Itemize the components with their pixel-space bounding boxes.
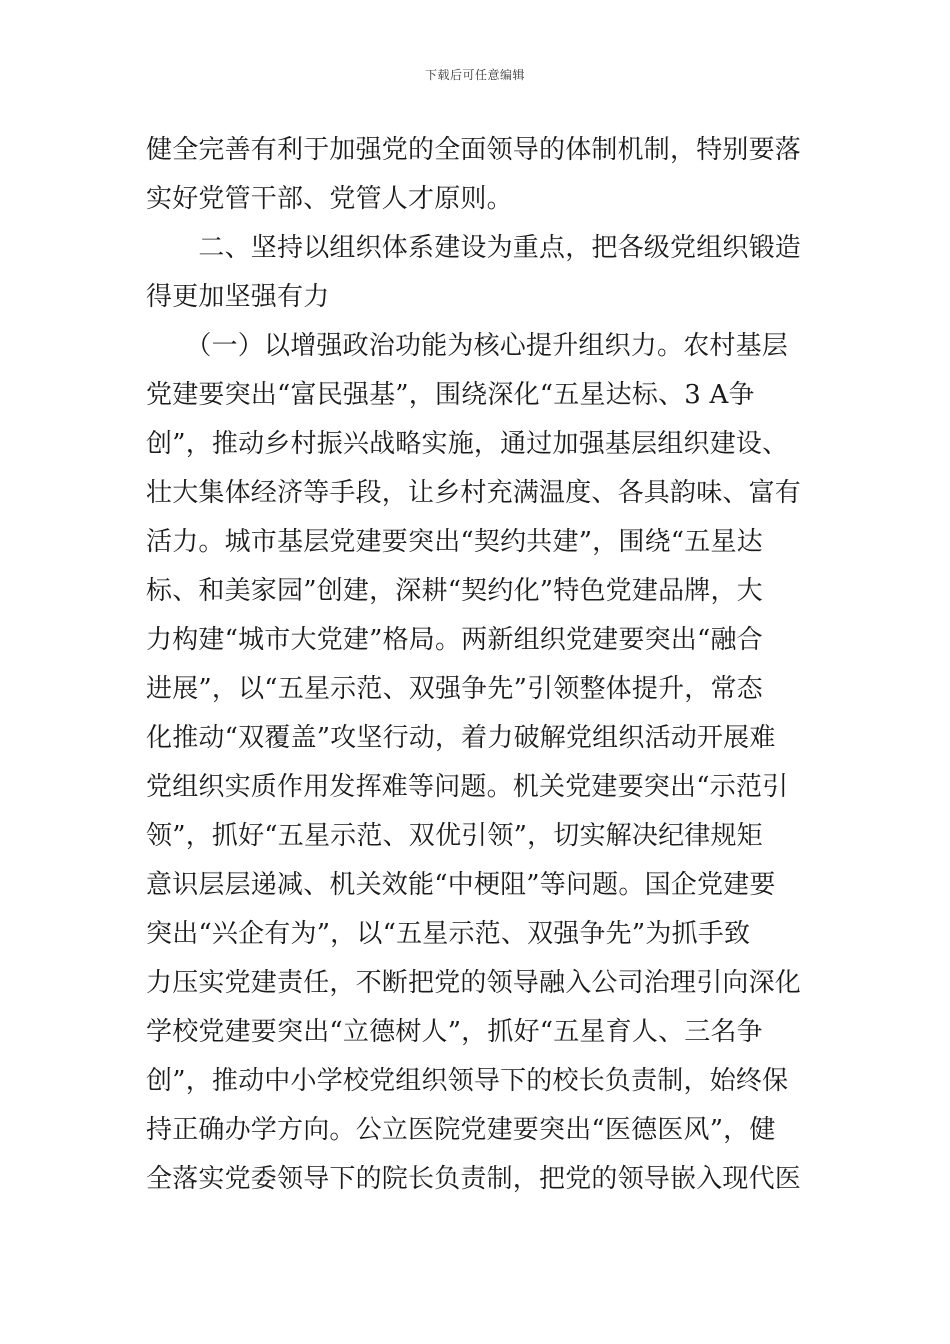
text-line: 创”，推动中小学校党组织领导下的校长负责制，始终保 [146, 1066, 789, 1096]
text-line: 力构建“城市大党建”格局。两新组织党建要突出“融合 [146, 625, 763, 655]
text-line: 进展”，以“五星示范、双强争先”引领整体提升，常态 [146, 674, 763, 704]
page-header-note: 下载后可任意编辑 [424, 68, 525, 82]
text-line: 活力。城市基层党建要突出“契约共建”，围绕“五星达 [146, 527, 763, 557]
section-heading-line: 得更加坚强有力 [146, 282, 330, 312]
section-heading-line: 二、坚持以组织体系建设为重点，把各级党组织锻造 [146, 233, 802, 263]
text-line: 全落实党委领导下的院长负责制，把党的领导嵌入现代医 [146, 1164, 802, 1194]
text-line: 党组织实质作用发挥难等问题。机关党建要突出“示范引 [146, 772, 789, 802]
document-body [146, 126, 806, 1204]
text-line: 持正确办学方向。公立医院党建要突出“医德医风”，健 [146, 1115, 776, 1145]
text-line: 健全完善有利于加强党的全面领导的体制机制，特别要落 [146, 135, 802, 165]
text-line: 意识层层递减、机关效能“中梗阻”等问题。国企党建要 [146, 870, 776, 900]
text-line: 学校党建要突出“立德树人”，抓好“五星育人、三名争 [146, 1017, 763, 1047]
text-line: 力压实党建责任，不断把党的领导融入公司治理引向深化 [146, 968, 802, 998]
text-line: 党建要突出“富民强基”，围绕深化“五星达标、3 A争 [146, 380, 755, 410]
text-line: 领”，抓好“五星示范、双优引领”，切实解决纪律规矩 [146, 821, 763, 851]
text-line: 创”，推动乡村振兴战略实施，通过加强基层组织建设、 [146, 429, 789, 459]
text-line: 壮大集体经济等手段，让乡村充满温度、各具韵味、富有 [146, 478, 802, 508]
text-line: 标、和美家园”创建，深耕“契约化”特色党建品牌，大 [146, 576, 763, 606]
text-line: 化推动“双覆盖”攻坚行动，着力破解党组织活动开展难 [146, 723, 776, 753]
text-line: 突出“兴企有为”，以“五星示范、双强争先”为抓手致 [146, 919, 751, 949]
text-line: （一）以增强政治功能为核心提升组织力。农村基层 [146, 331, 789, 361]
text-line: 实好党管干部、党管人才原则。 [146, 184, 513, 214]
